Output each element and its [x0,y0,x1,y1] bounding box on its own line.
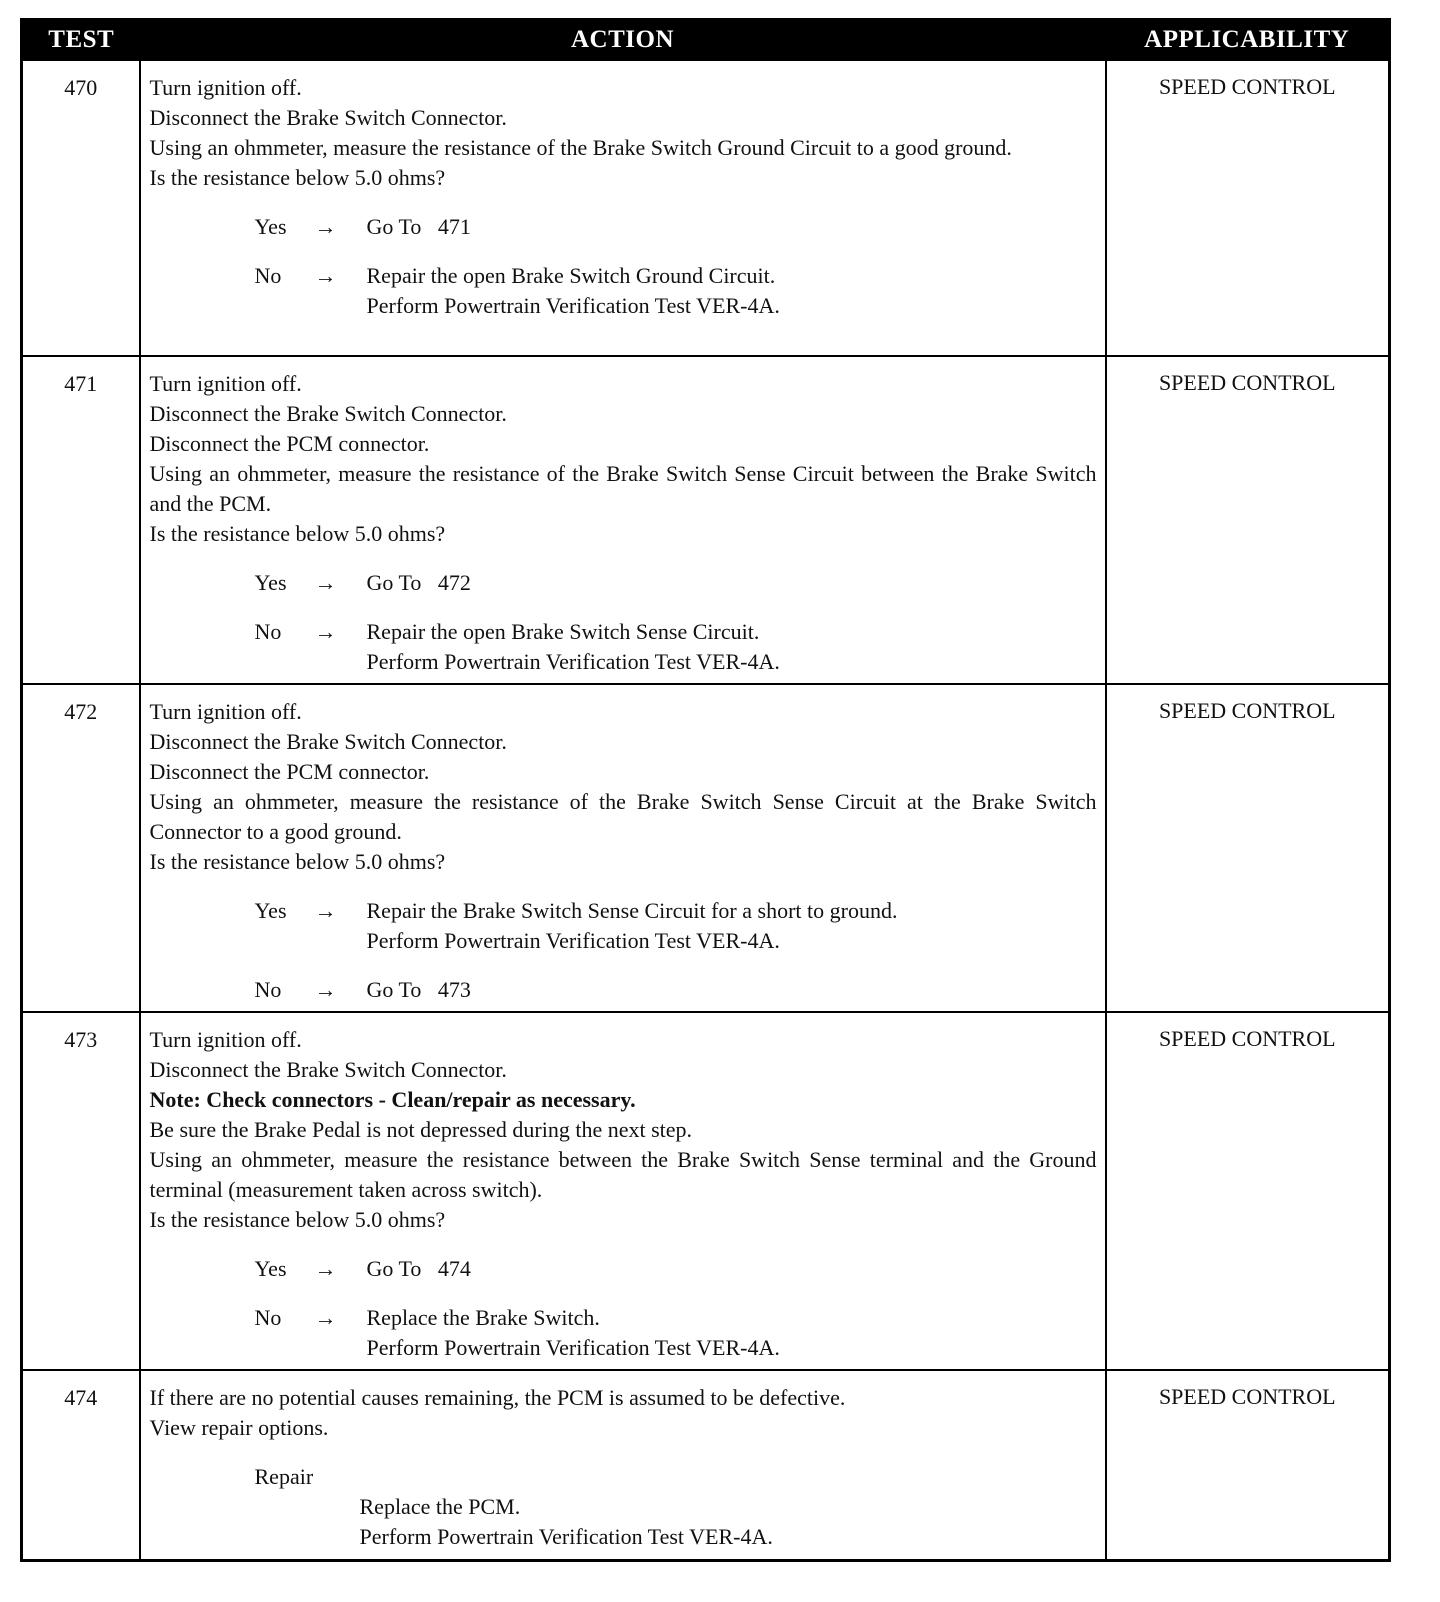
applicability: SPEED CONTROL [1106,1012,1390,1370]
table-row [22,684,1390,1012]
no-result-line: Perform Powertrain Verification Test VER-4A. [366,293,780,318]
action-question: Is the resistance below 5.0 ohms? [149,849,446,874]
table-body [22,60,1390,1560]
yes-result [367,1254,1097,1284]
repair-label: Repair [254,1464,314,1489]
repair-options [150,1492,1097,1552]
yes-label: Yes [254,214,287,239]
right-arrow-icon: → [314,619,337,644]
repair-line: Perform Powertrain Verification Test VER-4A. [359,1524,773,1549]
action-line: Be sure the Brake Pedal is not depressed during the next step. [149,1117,693,1142]
no-branch [150,261,1097,321]
action-question: Is the resistance below 5.0 ohms? [149,1207,446,1232]
diagnostic-test-table [20,18,1391,1562]
action-line: Disconnect the Brake Switch Connector. [149,401,507,426]
yes-result [367,896,1097,956]
yes-branch [150,212,1097,242]
action-line: Turn ignition off. [149,371,302,396]
table-row [22,60,1390,356]
header-test: TEST [22,20,140,61]
no-label: No [254,263,282,288]
table-row [22,356,1390,684]
no-result-line: Repair the open Brake Switch Ground Circuit. [366,263,776,288]
right-arrow-icon: → [314,1256,337,1281]
right-arrow-icon: → [314,263,337,288]
test-number: 470 [22,60,140,356]
no-result [367,975,1097,1005]
no-result-line: Perform Powertrain Verification Test VER-4A. [366,1335,780,1360]
table-row [22,1012,1390,1370]
yes-label: Yes [254,570,287,595]
yes-result [367,568,1097,598]
action-cell [140,1012,1106,1370]
no-result-line: Replace the Brake Switch. [366,1305,600,1330]
yes-result [367,212,1097,242]
yes-branch [150,568,1097,598]
right-arrow-icon: → [314,570,337,595]
applicability: SPEED CONTROL [1106,684,1390,1012]
goto-link[interactable]: Go To 472 [366,570,471,595]
action-line: Turn ignition off. [149,1027,302,1052]
no-label: No [254,977,282,1002]
note-text: Note: Check connectors - Clean/repair as necessary. [149,1087,636,1112]
table-header [22,20,1390,61]
applicability: SPEED CONTROL [1106,1370,1390,1560]
action-line: Disconnect the PCM connector. [149,759,430,784]
yes-result-line: Perform Powertrain Verification Test VER-4A. [366,928,780,953]
action-line: Using an ohmmeter, measure the resistance between the Brake Switch Sense terminal and the Ground terminal (measurement taken across switch). [149,1147,1097,1202]
action-question: Is the resistance below 5.0 ohms? [149,521,446,546]
action-cell [140,1370,1106,1560]
no-result [367,617,1097,677]
applicability: SPEED CONTROL [1106,60,1390,356]
goto-link[interactable]: Go To 474 [366,1256,471,1281]
no-label: No [254,619,282,644]
yes-label: Yes [254,1256,287,1281]
yes-branch [150,1254,1097,1284]
header-row [22,20,1390,61]
action-line: If there are no potential causes remaining, the PCM is assumed to be defective. [149,1385,846,1410]
no-branch [150,1303,1097,1363]
no-result-line: Perform Powertrain Verification Test VER-4A. [366,649,780,674]
yes-label: Yes [254,898,287,923]
action-cell [140,60,1106,356]
no-label: No [254,1305,282,1330]
action-line: Using an ohmmeter, measure the resistance of the Brake Switch Ground Circuit to a good ground. [149,135,1012,160]
action-line: Disconnect the Brake Switch Connector. [149,1057,507,1082]
no-branch [150,617,1097,677]
action-cell [140,684,1106,1012]
applicability: SPEED CONTROL [1106,356,1390,684]
test-number: 471 [22,356,140,684]
action-cell [140,356,1106,684]
header-applicability: APPLICABILITY [1106,20,1390,61]
action-question: Is the resistance below 5.0 ohms? [149,165,446,190]
right-arrow-icon: → [314,1305,337,1330]
action-line: Turn ignition off. [149,75,302,100]
action-line: Using an ohmmeter, measure the resistance of the Brake Switch Sense Circuit at the Brake Switch Connector to a good ground. [149,789,1097,844]
test-number: 472 [22,684,140,1012]
action-line: Using an ohmmeter, measure the resistance of the Brake Switch Sense Circuit between the Brake Switch and the PCM. [149,461,1097,516]
action-line: Turn ignition off. [149,699,302,724]
goto-link[interactable]: Go To 471 [366,214,471,239]
header-action: ACTION [140,20,1106,61]
action-line: Disconnect the Brake Switch Connector. [149,105,507,130]
yes-branch [150,896,1097,956]
action-line: Disconnect the Brake Switch Connector. [149,729,507,754]
no-branch [150,975,1097,1005]
test-number: 473 [22,1012,140,1370]
test-number: 474 [22,1370,140,1560]
yes-result-line: Repair the Brake Switch Sense Circuit for a short to ground. [366,898,898,923]
goto-link[interactable]: Go To 473 [366,977,471,1002]
right-arrow-icon: → [314,898,337,923]
table-row [22,1370,1390,1560]
no-result [367,1303,1097,1363]
right-arrow-icon: → [314,214,337,239]
no-result-line: Repair the open Brake Switch Sense Circuit. [366,619,760,644]
action-line: View repair options. [149,1415,329,1440]
action-line: Disconnect the PCM connector. [149,431,430,456]
right-arrow-icon: → [314,977,337,1002]
no-result [367,261,1097,321]
repair-line: Replace the PCM. [359,1494,521,1519]
